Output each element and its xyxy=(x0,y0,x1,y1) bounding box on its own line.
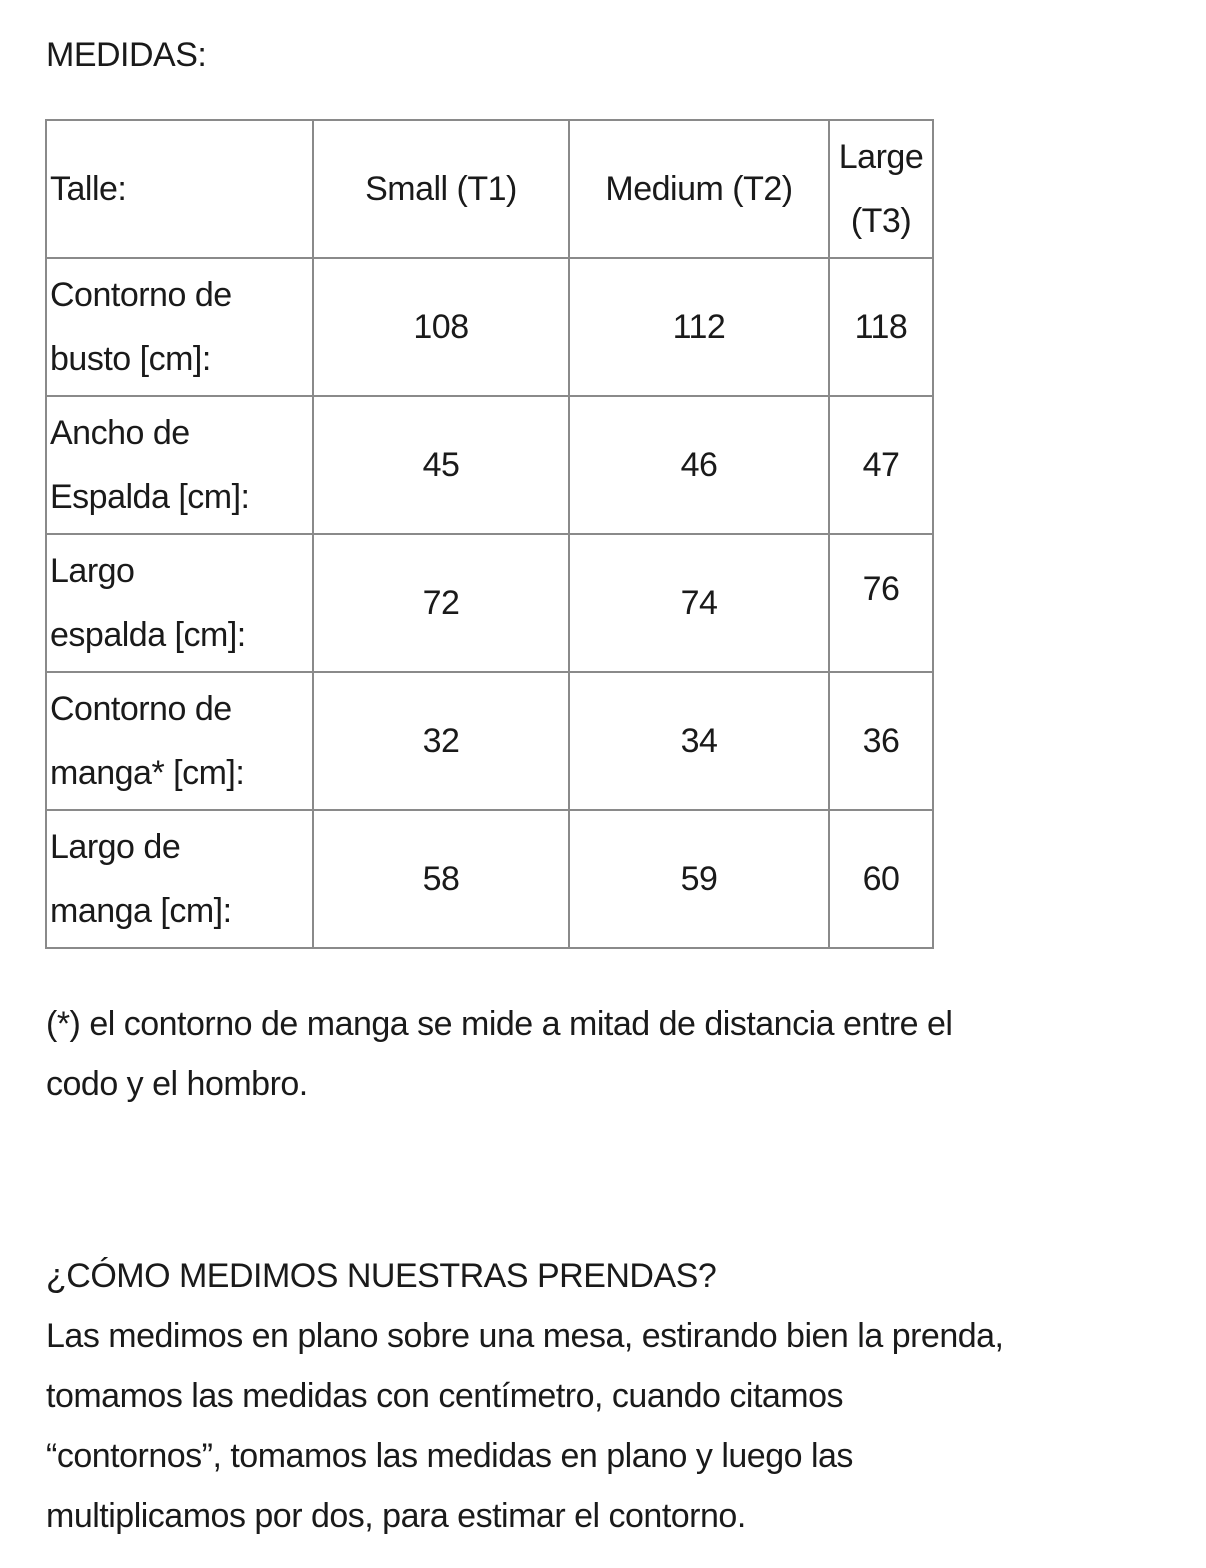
how-line4: multiplicamos por dos, para estimar el contorno. xyxy=(46,1497,746,1535)
row-label xyxy=(46,672,313,810)
how-we-measure-text xyxy=(46,1306,1166,1546)
header-medium: Medium (T2) xyxy=(569,120,829,258)
header-small: Small (T1) xyxy=(313,120,569,258)
how-we-measure-title: ¿CÓMO MEDIMOS NUESTRAS PRENDAS? xyxy=(46,1257,717,1295)
how-line1: Las medimos en plano sobre una mesa, estirando bien la prenda, xyxy=(46,1317,1004,1355)
row-label-line2: espalda [cm]: xyxy=(50,616,246,654)
cell-large: 60 xyxy=(829,810,933,948)
row-label xyxy=(46,258,313,396)
row-label xyxy=(46,534,313,672)
row-label-line2: Espalda [cm]: xyxy=(50,478,250,516)
row-label-line2: busto [cm]: xyxy=(50,340,211,378)
row-label-line1: Ancho de xyxy=(50,414,190,452)
page-heading: MEDIDAS: xyxy=(46,36,207,74)
sleeve-footnote xyxy=(46,994,1146,1114)
cell-small: 45 xyxy=(313,396,569,534)
row-label-line1: Contorno de xyxy=(50,690,232,728)
cell-large: 76 xyxy=(829,534,933,672)
footnote-line2: codo y el hombro. xyxy=(46,1065,308,1103)
cell-medium: 74 xyxy=(569,534,829,672)
row-label-line2: manga [cm]: xyxy=(50,892,232,930)
row-label-line2: manga* [cm]: xyxy=(50,754,245,792)
header-large xyxy=(829,120,933,258)
cell-small: 108 xyxy=(313,258,569,396)
how-line2: tomamos las medidas con centímetro, cuando citamos xyxy=(46,1377,844,1415)
table-row xyxy=(46,810,933,948)
cell-medium: 112 xyxy=(569,258,829,396)
cell-medium: 59 xyxy=(569,810,829,948)
row-label-line1: Largo de xyxy=(50,828,181,866)
cell-medium: 34 xyxy=(569,672,829,810)
cell-large: 118 xyxy=(829,258,933,396)
cell-small: 72 xyxy=(313,534,569,672)
how-line3: “contornos”, tomamos las medidas en plano y luego las xyxy=(46,1437,853,1475)
row-label xyxy=(46,396,313,534)
footnote-line1: (*) el contorno de manga se mide a mitad de distancia entre el xyxy=(46,1005,953,1043)
cell-medium: 46 xyxy=(569,396,829,534)
header-large-line1: Large xyxy=(838,138,924,176)
header-size-label: Talle: xyxy=(46,120,313,258)
cell-large: 36 xyxy=(829,672,933,810)
cell-small: 32 xyxy=(313,672,569,810)
table-row xyxy=(46,396,933,534)
header-large-line2: (T3) xyxy=(850,202,912,240)
table-row xyxy=(46,672,933,810)
row-label xyxy=(46,810,313,948)
table-row xyxy=(46,534,933,672)
cell-small: 58 xyxy=(313,810,569,948)
table-header-row xyxy=(46,120,933,258)
size-table xyxy=(45,119,934,949)
cell-large: 47 xyxy=(829,396,933,534)
row-label-line1: Largo xyxy=(50,552,135,590)
table-row xyxy=(46,258,933,396)
row-label-line1: Contorno de xyxy=(50,276,232,314)
